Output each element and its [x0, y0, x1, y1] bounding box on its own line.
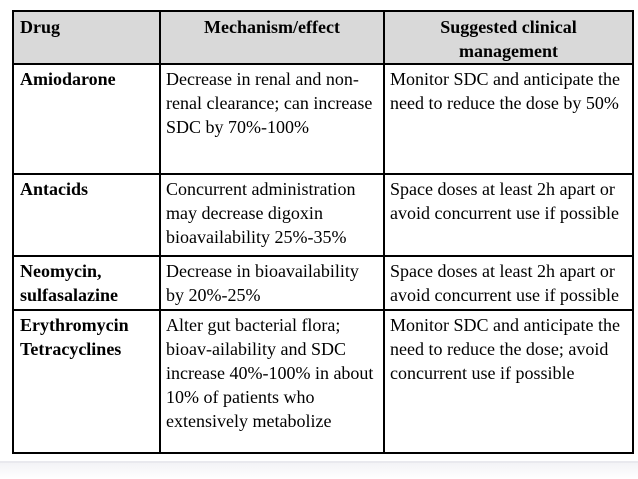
management-cell: Space doses at least 2h apart or avoid concurrent use if possible: [384, 256, 633, 310]
drug-name: Neomycin, sulfasalazine: [13, 256, 160, 310]
header-mechanism: Mechanism/effect: [160, 11, 384, 64]
mechanism-cell: Concurrent administration may decrease digoxin bioavailability 25%-35%: [160, 174, 384, 256]
header-management: Suggested clinical management: [384, 11, 633, 64]
mechanism-cell: Decrease in renal and non-renal clearance; can increase SDC by 70%-100%: [160, 64, 384, 174]
drug-name: Amiodarone: [13, 64, 160, 174]
management-cell: Monitor SDC and anticipate the need to reduce the dose by 50%: [384, 64, 633, 174]
table-row: [13, 174, 633, 256]
page-bottom-divider: [0, 461, 638, 479]
header-drug: Drug: [13, 11, 160, 64]
management-cell: Monitor SDC and anticipate the need to reduce the dose; avoid concurrent use if possible: [384, 310, 633, 453]
mechanism-cell: Alter gut bacterial flora; bioav-ailability and SDC increase 40%-100% in about 10% of patients who extensively metabolize: [160, 310, 384, 453]
management-cell: Space doses at least 2h apart or avoid concurrent use if possible: [384, 174, 633, 256]
table-header-row: [13, 11, 633, 64]
drug-name: Antacids: [13, 174, 160, 256]
table-row: [13, 256, 633, 310]
drug-interaction-table: [12, 10, 634, 454]
table-row: [13, 310, 633, 453]
drug-name: Erythromycin Tetracyclines: [13, 310, 160, 453]
table-row: [13, 64, 633, 174]
mechanism-cell: Decrease in bioavailability by 20%-25%: [160, 256, 384, 310]
